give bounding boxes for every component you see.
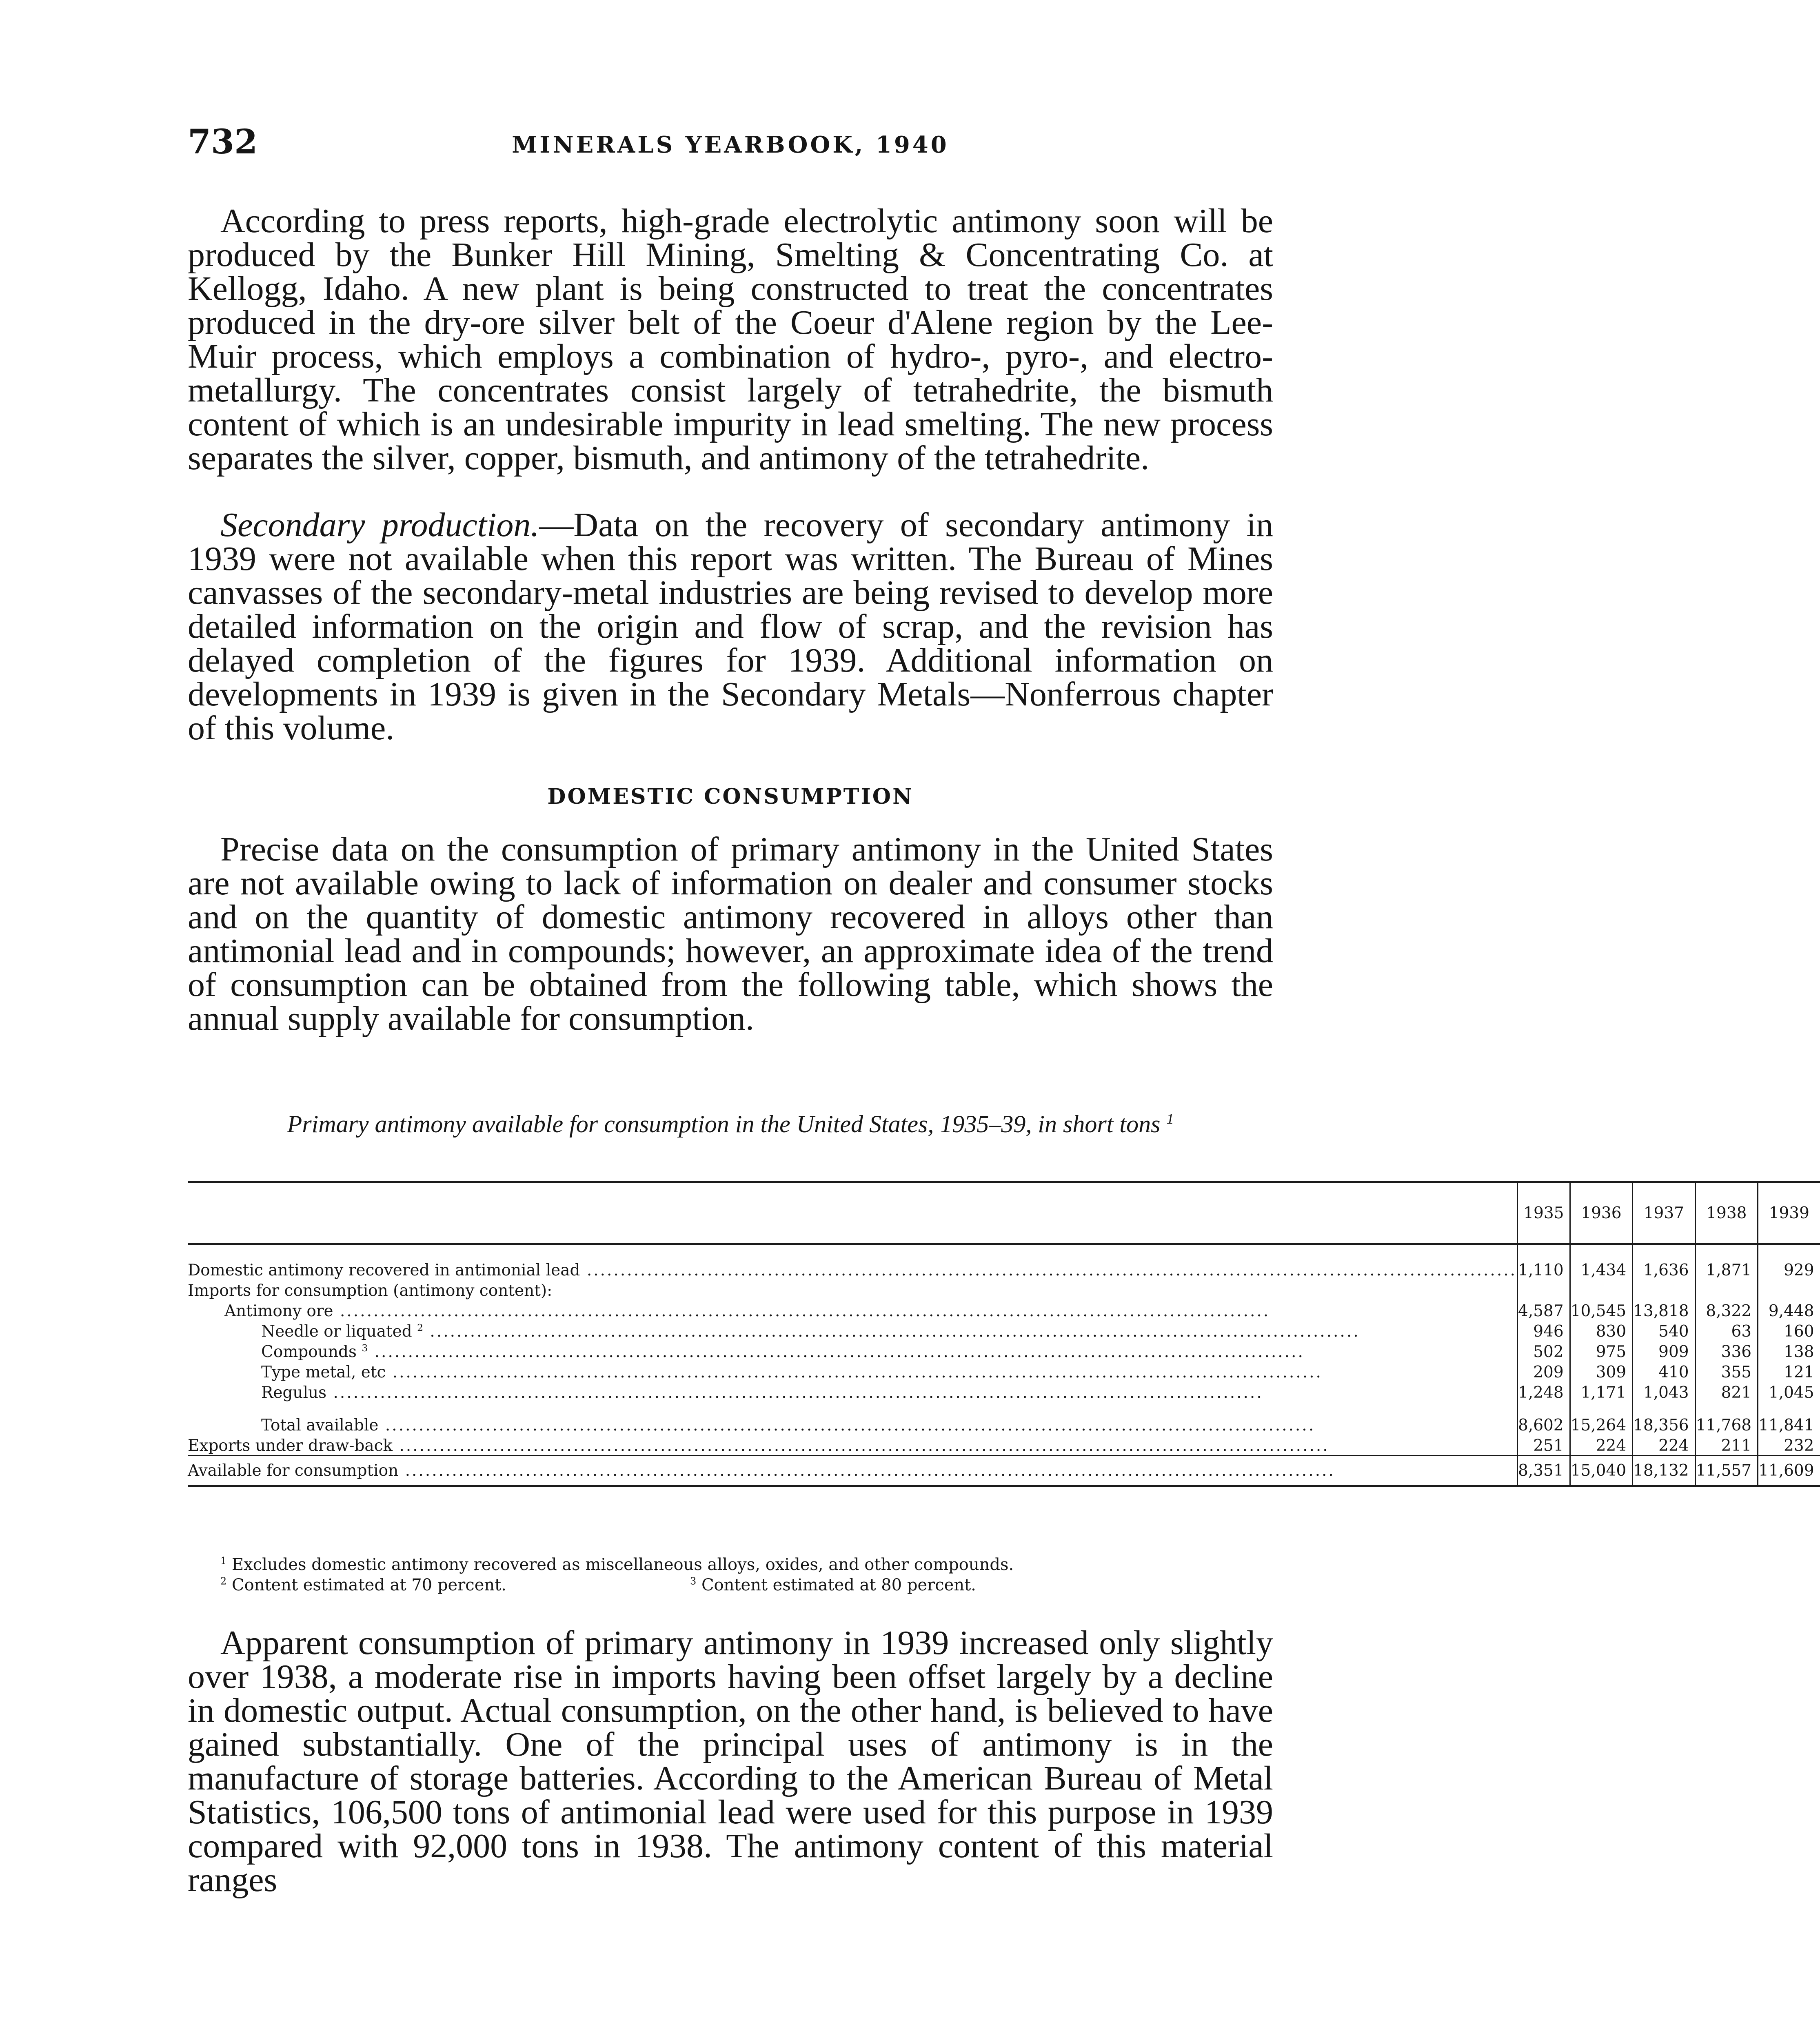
table-cell: 8,322 bbox=[1695, 1300, 1758, 1320]
paragraph-apparent-consumption: Apparent consumption of primary antimony in 1939 increased only slightly over 1938, a moderate rise in imports having been offset largely by a decline in domestic output. Actual consumption, on the other hand, is believed to have gained substantially. One of the principal uses of antimony is in the manufacture of storage batteries. According to the American Bureau of Metal Statistics, 106,500 tons of antimonial lead were used for this purpose in 1939 compared with 92,000 tons in 1938. The antimony content of this material ranges bbox=[188, 1624, 1273, 1899]
table-cell: 224 bbox=[1570, 1435, 1632, 1456]
table-cell bbox=[1633, 1279, 1695, 1300]
table-cell: 502 bbox=[1518, 1341, 1570, 1361]
table-cell: 15,040 bbox=[1570, 1456, 1632, 1486]
table-cell: 355 bbox=[1695, 1361, 1758, 1381]
row-label: Needle or liquated $^2$ ..... bbox=[188, 1320, 1518, 1341]
column-header: 1937 bbox=[1633, 1182, 1695, 1244]
paragraph-bunker-hill: According to press reports, high-grade electrolytic antimony soon will be produced by the Bunker Hill Mining, Smelting & Concentrating Co. at Kellogg, Idaho. A new plant is being constructed to treat the concentrates produced in the dry-ore silver belt of the Coeur d'Alene region by the Lee-Muir process, which employs a combination of hydro-, pyro-, and electro-metallurgy. The concentrates consist largely of tetrahedrite, the bismuth content of which is an undesirable impurity in lead smelting. The new process separates the silver, copper, bismuth, and antimony of the tetrahedrite. bbox=[188, 202, 1273, 477]
antimony-table bbox=[188, 1181, 1814, 1487]
footnote-3: $^3$ Content estimated at 80 percent. bbox=[690, 1575, 976, 1594]
table-cell: 929 bbox=[1758, 1244, 1820, 1279]
table-cell: 821 bbox=[1695, 1381, 1758, 1402]
table-cell: 9,448 bbox=[1758, 1300, 1820, 1320]
page-header bbox=[188, 122, 1273, 167]
row-label: Available for consumption ..... bbox=[188, 1456, 1518, 1486]
column-header: 1935 bbox=[1518, 1182, 1570, 1244]
footnote-1: $^1$ Excludes domestic antimony recovered as miscellaneous alloys, oxides, and other compounds. bbox=[220, 1555, 1014, 1574]
table-row-total bbox=[188, 1402, 1820, 1435]
table-caption-text: Primary antimony available for consumption in the United States, 1935–39, in short tons bbox=[287, 1111, 1161, 1138]
table-footnotes bbox=[188, 1554, 1273, 1595]
table-cell: 209 bbox=[1518, 1361, 1570, 1381]
paragraph-secondary-production bbox=[188, 508, 1273, 745]
table-cell: 121 bbox=[1758, 1361, 1820, 1381]
table-row bbox=[188, 1244, 1820, 1279]
table-cell: 1,110 bbox=[1518, 1244, 1570, 1279]
column-header: 1939 bbox=[1758, 1182, 1820, 1244]
table-cell: 11,841 bbox=[1758, 1402, 1820, 1435]
table-cell: 830 bbox=[1570, 1320, 1632, 1341]
table-cell bbox=[1570, 1279, 1632, 1300]
table-cell: 975 bbox=[1570, 1341, 1632, 1361]
table-cell: 1,171 bbox=[1570, 1381, 1632, 1402]
table-row bbox=[188, 1300, 1820, 1320]
page-number: 732 bbox=[188, 122, 258, 162]
table-row-available bbox=[188, 1456, 1820, 1486]
table-cell: 946 bbox=[1518, 1320, 1570, 1341]
table-cell: 1,045 bbox=[1758, 1381, 1820, 1402]
row-label: Total available ..... bbox=[188, 1402, 1518, 1435]
secondary-production-text: —Data on the recovery of secondary antimony in 1939 were not available when this report was written. The Bureau of Mines canvasses of the secondary-metal industries are being revised to develop more detailed information on the origin and flow of scrap, and the revision has delayed completion of the figures for 1939. Additional information on developments in 1939 is given in the Secondary Metals—Nonferrous chapter of this volume. bbox=[188, 506, 1273, 747]
table-row bbox=[188, 1320, 1820, 1341]
column-header: 1938 bbox=[1695, 1182, 1758, 1244]
table-header-row bbox=[188, 1182, 1820, 1244]
row-label: Type metal, etc ..... bbox=[188, 1361, 1518, 1381]
table-row bbox=[188, 1381, 1820, 1402]
table-header-label bbox=[188, 1182, 1518, 1244]
table-cell: 63 bbox=[1695, 1320, 1758, 1341]
table-cell bbox=[1518, 1279, 1570, 1300]
table-cell bbox=[1758, 1279, 1820, 1300]
table-cell: 13,818 bbox=[1633, 1300, 1695, 1320]
table-cell: 1,636 bbox=[1633, 1244, 1695, 1279]
table-cell: 1,871 bbox=[1695, 1244, 1758, 1279]
table-cell: 8,351 bbox=[1518, 1456, 1570, 1486]
table-cell: 909 bbox=[1633, 1341, 1695, 1361]
paragraph-consumption-intro: Precise data on the consumption of primary antimony in the United States are not available owing to lack of information on dealer and consumer stocks and on the quantity of domestic antimony recovered in alloys other than antimonial lead and in compounds; however, an approximate idea of the trend of consumption can be obtained from the following table, which shows the annual supply available for consumption. bbox=[188, 830, 1273, 1038]
running-head: MINERALS YEARBOOK, 1940 bbox=[512, 131, 949, 158]
row-label: Antimony ore ..... bbox=[188, 1300, 1518, 1320]
table-cell: 8,602 bbox=[1518, 1402, 1570, 1435]
table-cell: 336 bbox=[1695, 1341, 1758, 1361]
table-cell: 11,557 bbox=[1695, 1456, 1758, 1486]
table-cell: 211 bbox=[1695, 1435, 1758, 1456]
table-cell: 1,248 bbox=[1518, 1381, 1570, 1402]
table-row bbox=[188, 1435, 1820, 1456]
table-row bbox=[188, 1279, 1820, 1300]
table-cell: 232 bbox=[1758, 1435, 1820, 1456]
table-cell: 540 bbox=[1633, 1320, 1695, 1341]
table-cell: 18,356 bbox=[1633, 1402, 1695, 1435]
table-cell: 1,434 bbox=[1570, 1244, 1632, 1279]
table-cell: 4,587 bbox=[1518, 1300, 1570, 1320]
table-cell: 11,609 bbox=[1758, 1456, 1820, 1486]
table-cell: 10,545 bbox=[1570, 1300, 1632, 1320]
row-label: Exports under draw-back ..... bbox=[188, 1435, 1518, 1456]
table-cell: 224 bbox=[1633, 1435, 1695, 1456]
footnote-2-3: $^2$ Content estimated at 70 percent. $^3$ Content estimated at 80 percent. bbox=[220, 1575, 976, 1594]
section-heading: DOMESTIC CONSUMPTION bbox=[547, 784, 914, 809]
secondary-production-title: Secondary production. bbox=[220, 506, 539, 544]
table-row bbox=[188, 1341, 1820, 1361]
table-row bbox=[188, 1361, 1820, 1381]
row-label: Regulus ..... bbox=[188, 1381, 1518, 1402]
table-cell bbox=[1695, 1279, 1758, 1300]
table-cell: 1,043 bbox=[1633, 1381, 1695, 1402]
table-cell: 309 bbox=[1570, 1361, 1632, 1381]
table-cell: 251 bbox=[1518, 1435, 1570, 1456]
table-cell: 18,132 bbox=[1633, 1456, 1695, 1486]
row-label: Imports for consumption (antimony content): bbox=[188, 1282, 553, 1300]
table-cell: 410 bbox=[1633, 1361, 1695, 1381]
row-label: Domestic antimony recovered in antimonial lead ..... bbox=[188, 1244, 1518, 1279]
table-cell: 138 bbox=[1758, 1341, 1820, 1361]
footnote-2: Content estimated at 70 percent. bbox=[232, 1576, 506, 1594]
row-label: Compounds $^3$ ..... bbox=[188, 1341, 1518, 1361]
column-header: 1936 bbox=[1570, 1182, 1632, 1244]
table-caption bbox=[188, 1110, 1273, 1138]
table-cell: 15,264 bbox=[1570, 1402, 1632, 1435]
table-cell: 160 bbox=[1758, 1320, 1820, 1341]
table-caption-footnote-mark: 1 bbox=[1166, 1111, 1174, 1127]
table-cell: 11,768 bbox=[1695, 1402, 1758, 1435]
